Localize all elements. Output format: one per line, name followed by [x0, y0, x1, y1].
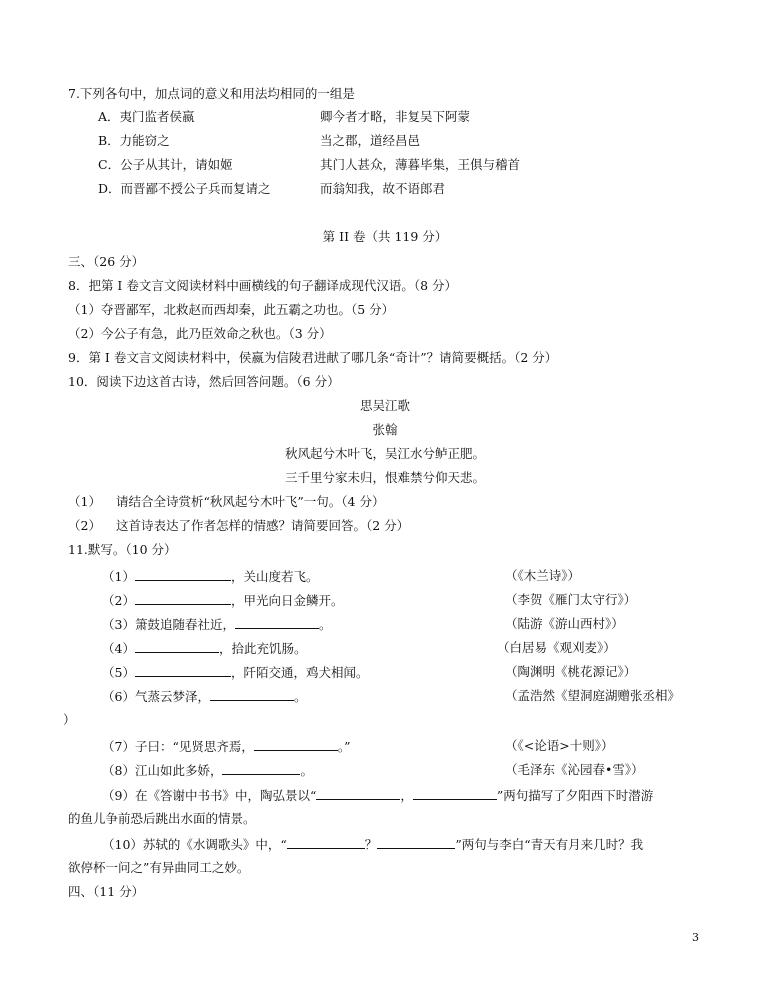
q11-item-6-source: （孟浩然《望洞庭湖赠张丞相》: [505, 688, 681, 703]
answer-blank[interactable]: [135, 592, 231, 605]
q11-item-2: （2） ，甲光向日金鳞开。: [102, 593, 344, 608]
section-2-title: 第 II 卷（共 119 分）: [322, 229, 448, 244]
q7-option-c: C．公子从其计，请如姬: [98, 157, 233, 172]
answer-blank[interactable]: [377, 836, 455, 849]
q8-sub-2: （2）今公子有急，此乃臣效命之秋也。（3 分）: [68, 326, 332, 341]
q11-item-10: （10）苏轼的《水调歌头》中，“ ？ ”两句与李白“青天有月来几时？我: [102, 837, 644, 852]
answer-blank[interactable]: [222, 762, 300, 775]
q11-item-2-source: （李贺《雁门太守行》）: [505, 592, 637, 607]
q8-sub-1: （1）夺晋鄙军，北救赵而西却秦，此五霸之功也。（5 分）: [68, 302, 395, 317]
q7-option-d: D．而晋鄙不授公子兵而复请之: [98, 181, 271, 196]
q11-item-9: （9）在《答谢中书书》中，陶弘景以“ ， ”两句描写了夕阳西下时潜游: [102, 788, 654, 803]
q11-item-1-source: （《木兰诗》）: [505, 568, 581, 583]
answer-blank[interactable]: [413, 787, 497, 800]
q11-item-10-continued: 欲停杯一问之”有异曲同工之妙。: [68, 860, 250, 875]
answer-blank[interactable]: [287, 836, 365, 849]
poem-line-2: 三千里兮家未归，恨难禁兮仰天悲。: [284, 470, 485, 485]
q7-option-b: B．力能窃之: [98, 133, 170, 148]
q11-item-8: （8）江山如此多娇， 。: [102, 763, 313, 778]
q7-option-a: A．夷门监者侯嬴: [98, 109, 195, 124]
q7-option-a-compare: 卿今者才略，非复吴下阿蒙: [320, 109, 471, 124]
q7-stem: 7.下列各句中，加点词的意义和用法均相同的一组是: [68, 86, 355, 101]
q10-sub-2-number: （2）: [68, 518, 101, 533]
answer-blank[interactable]: [235, 616, 319, 629]
q7-option-b-compare: 当之郡，道经昌邑: [320, 133, 421, 148]
q11-item-5-source: （陶渊明《桃花源记》）: [505, 664, 637, 679]
answer-blank[interactable]: [135, 664, 231, 677]
q11-stem: 11.默写。（10 分）: [68, 542, 177, 557]
q11-item-3-source: （陆游《游山西村》）: [505, 616, 624, 631]
q7-option-d-compare: 而翁知我，故不语郎君: [320, 181, 446, 196]
part-4-header: 四、（11 分）: [68, 884, 145, 899]
q10-sub-1-number: （1）: [68, 494, 101, 509]
q11-item-1: （1） ，关山度若飞。: [102, 569, 319, 584]
answer-blank[interactable]: [254, 738, 338, 751]
q11-item-5: （5） ，阡陌交通，鸡犬相闻。: [102, 665, 369, 680]
q11-item-7: （7）子曰：“见贤思齐焉， 。”: [102, 739, 351, 754]
q10-sub-1: 请结合全诗赏析“秋风起兮木叶飞”一句。（4 分）: [116, 494, 385, 509]
answer-blank[interactable]: [210, 688, 294, 701]
page-number: 3: [692, 931, 699, 944]
q8-stem: 8．把第 I 卷文言文阅读材料中画横线的句子翻译成现代汉语。（8 分）: [68, 278, 458, 293]
q10-sub-2: 这首诗表达了作者怎样的情感？请简要回答。（2 分）: [116, 518, 410, 533]
q11-item-8-source: （毛泽东《沁园春•雪》）: [505, 762, 644, 777]
q11-item-4: （4） ，拾此充饥肠。: [102, 641, 307, 656]
answer-blank[interactable]: [316, 787, 400, 800]
q11-item-7-source: （《<论语>十则》）: [505, 738, 614, 753]
answer-blank[interactable]: [135, 640, 219, 653]
poem-author: 张翰: [372, 422, 398, 437]
part-3-header: 三、（26 分）: [68, 254, 145, 269]
poem-line-1: 秋风起兮木叶飞，吴江水兮鲈正肥。: [284, 446, 485, 461]
poem-title: 思吴江歌: [359, 398, 410, 413]
q9-stem: 9．第 I 卷文言文阅读材料中，侯嬴为信陵君进献了哪几条“奇计”？请简要概括。（2 分）: [68, 350, 558, 365]
q11-item-6-source-close: ）: [63, 712, 76, 727]
q11-item-9-continued: 的鱼儿争前恐后跳出水面的情景。: [68, 811, 256, 826]
answer-blank[interactable]: [135, 568, 231, 581]
q7-option-c-compare: 其门人甚众，薄暮毕集，王俱与稽首: [320, 157, 521, 172]
q11-item-3: （3）箫鼓追随春社近， 。: [102, 617, 332, 632]
q11-item-4-source: （白居易《观刈麦》）: [497, 640, 616, 655]
q10-stem: 10．阅读下边这首古诗，然后回答问题。（6 分）: [68, 374, 340, 389]
q11-item-6: （6）气蒸云梦泽， 。: [102, 689, 307, 704]
